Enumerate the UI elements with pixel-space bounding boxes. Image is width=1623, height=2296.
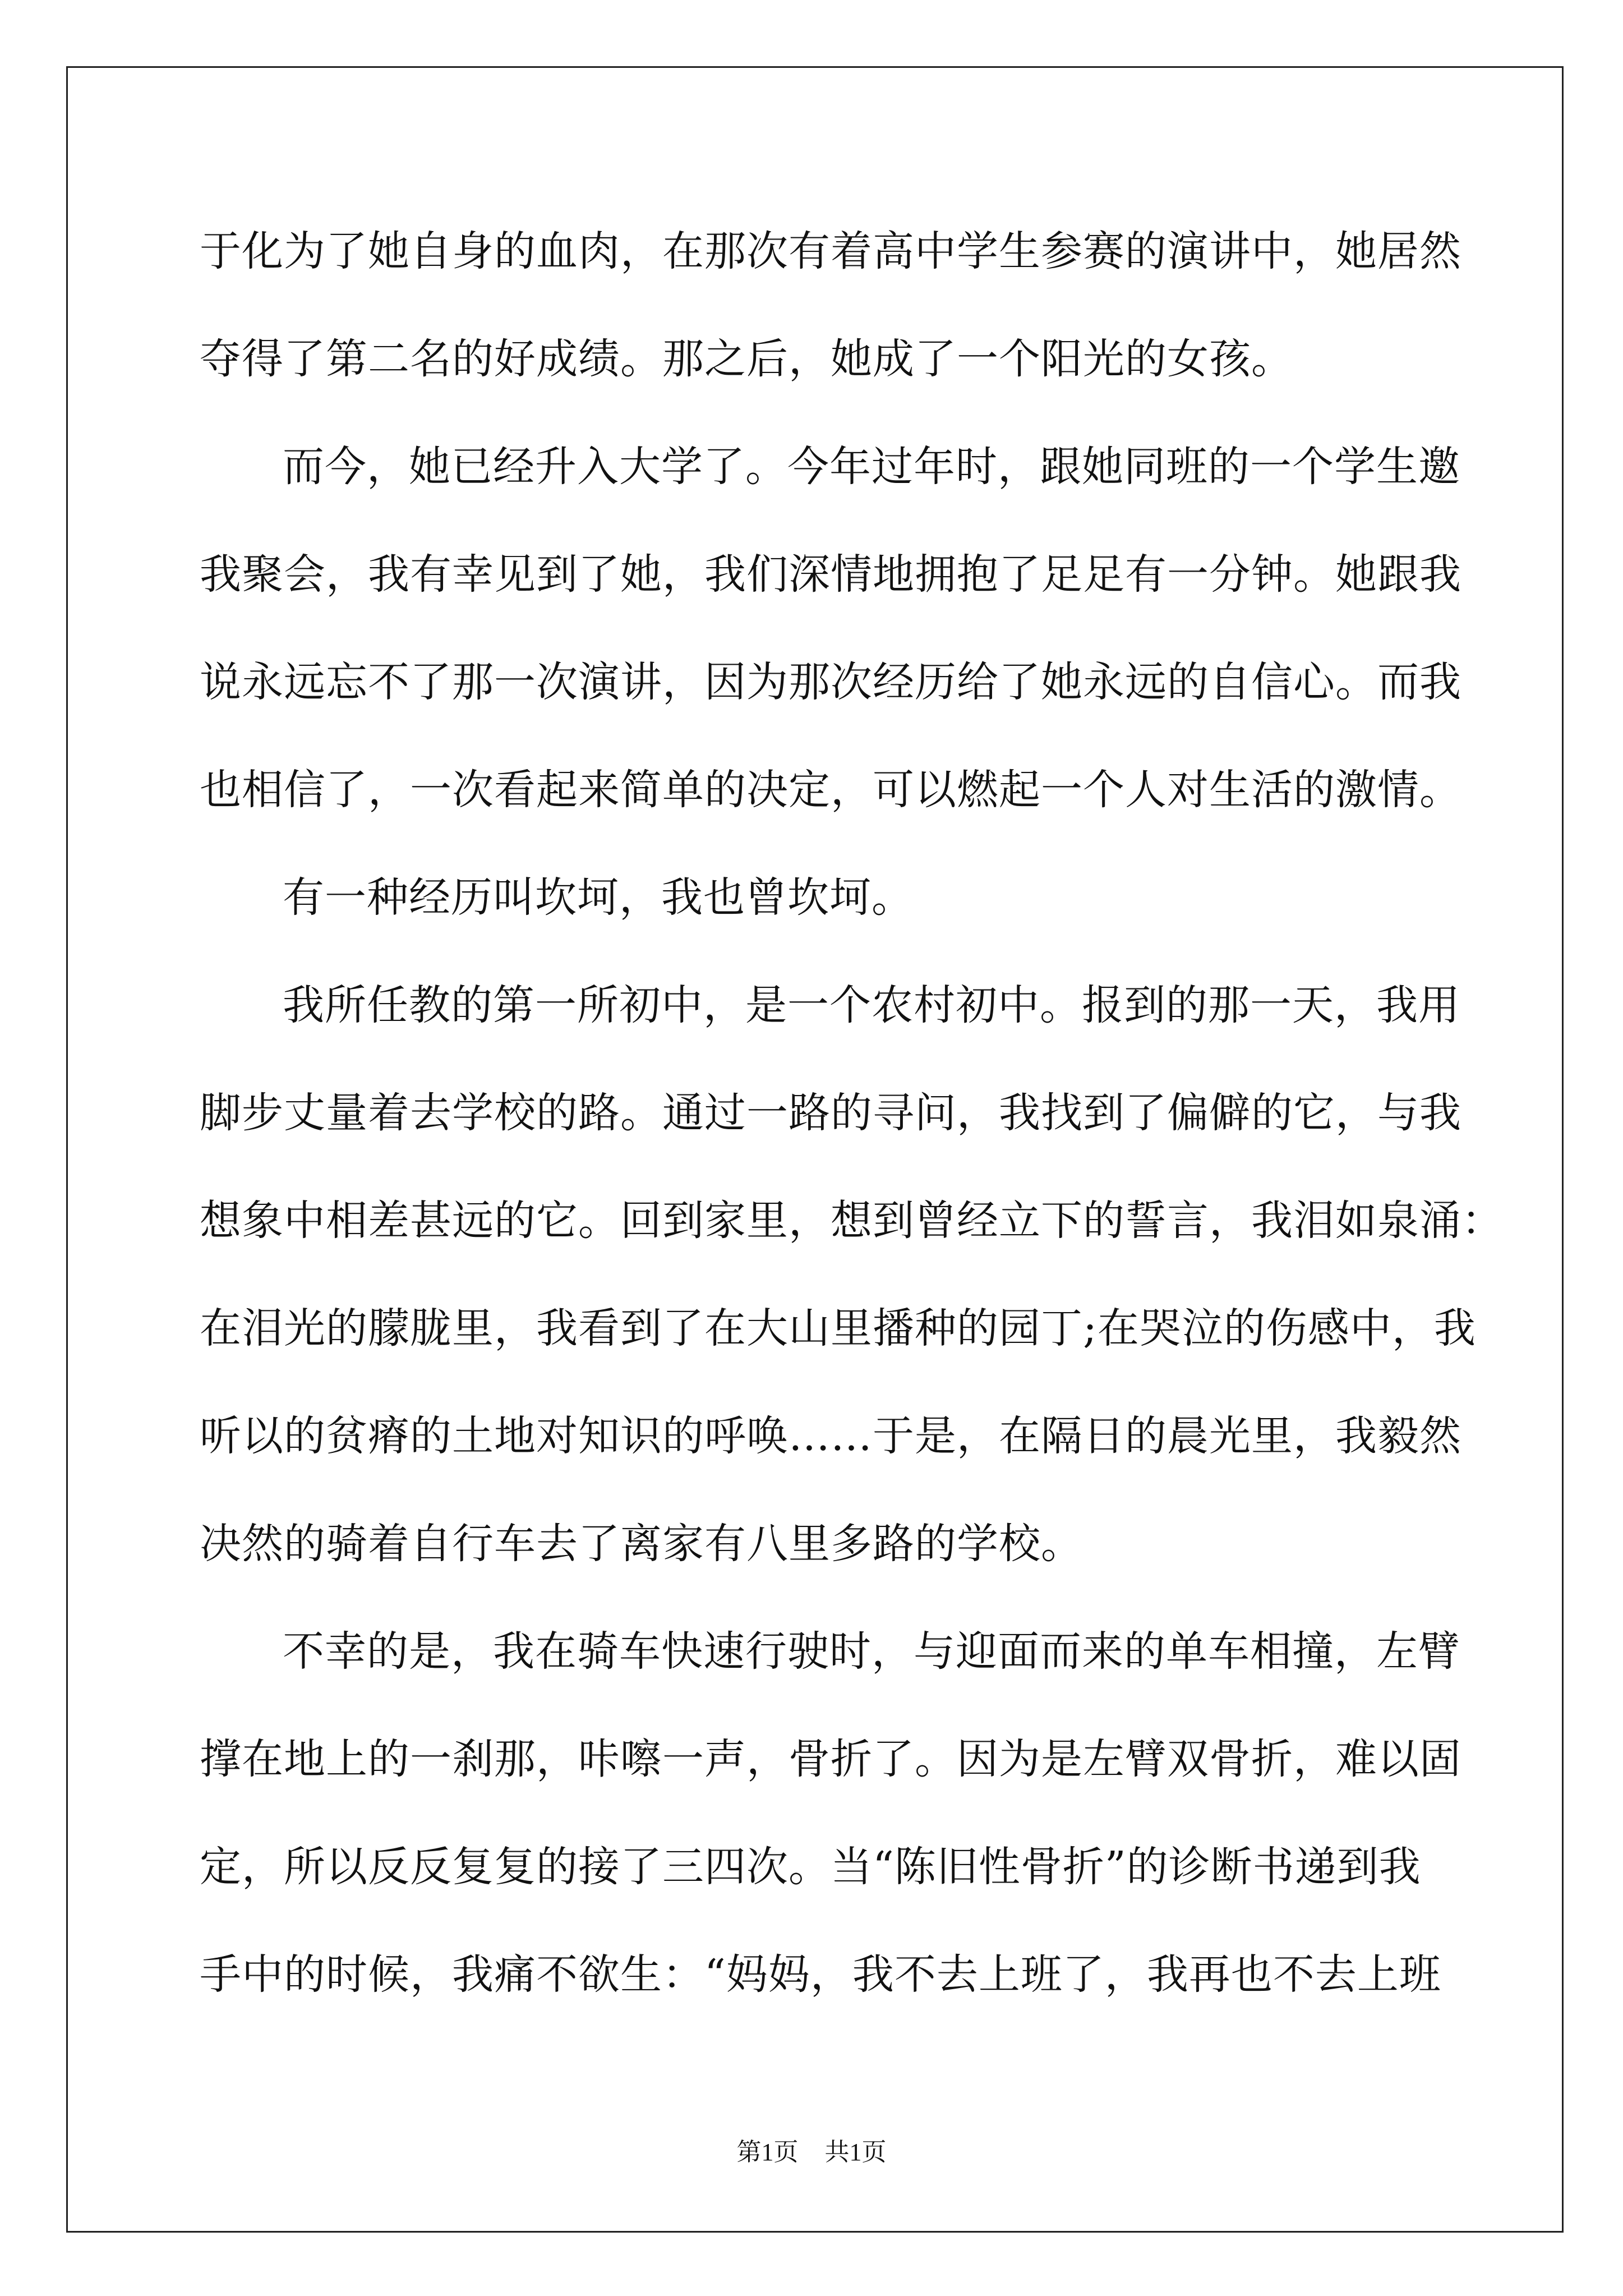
text-line-11: 在泪光的朦胧里，我看到了在大山里播种的园丁;在哭泣的伤感中，我 [200, 1304, 1476, 1352]
text-line-8: 我所任教的第一所初中，是一个农村初中。报到的那一天，我用 [283, 981, 1460, 1029]
text-line-13: 决然的骑着自行车去了离家有八里多路的学校。 [200, 1520, 1083, 1568]
text-line-16: 定，所以反反复复的接了三四次。当“陈旧性骨折”的诊断书递到我 [200, 1843, 1421, 1891]
text-line-15: 撑在地上的一刹那，咔嚓一声，骨折了。因为是左臂双骨折，难以固 [200, 1735, 1461, 1783]
text-line-2: 夺得了第二名的好成绩。那之后，她成了一个阳光的女孩。 [200, 335, 1293, 383]
text-line-3: 而今，她已经升入大学了。今年过年时，跟她同班的一个学生邀 [283, 443, 1460, 491]
page-footer [0, 2132, 1623, 2168]
text-line-1: 于化为了她自身的血肉，在那次有着高中学生参赛的演讲中，她居然 [200, 227, 1461, 275]
text-line-12: 听以的贫瘠的土地对知识的呼唤……于是，在隔日的晨光里，我毅然 [200, 1412, 1461, 1460]
text-line-14: 不幸的是，我在骑车快速行驶时，与迎面而来的单车相撞，左臂 [283, 1627, 1460, 1676]
document-body [200, 197, 1504, 2028]
page-number: 第1页 [736, 2138, 799, 2166]
text-line-4: 我聚会，我有幸见到了她，我们深情地拥抱了足足有一分钟。她跟我 [200, 550, 1461, 599]
text-line-17: 手中的时候，我痛不欲生：“妈妈，我不去上班了，我再也不去上班 [200, 1950, 1441, 1999]
text-line-5: 说永远忘不了那一次演讲，因为那次经历给了她永远的自信心。而我 [200, 658, 1461, 706]
text-line-9: 脚步丈量着去学校的路。通过一路的寻问，我找到了偏僻的它，与我 [200, 1089, 1461, 1137]
text-line-6: 也相信了，一次看起来简单的决定，可以燃起一个人对生活的激情。 [200, 766, 1461, 814]
text-line-7: 有一种经历叫坎坷，我也曾坎坷。 [283, 873, 914, 922]
page-total: 共1页 [824, 2138, 887, 2166]
text-line-10: 想象中相差甚远的它。回到家里，想到曾经立下的誓言，我泪如泉涌： [200, 1197, 1504, 1245]
